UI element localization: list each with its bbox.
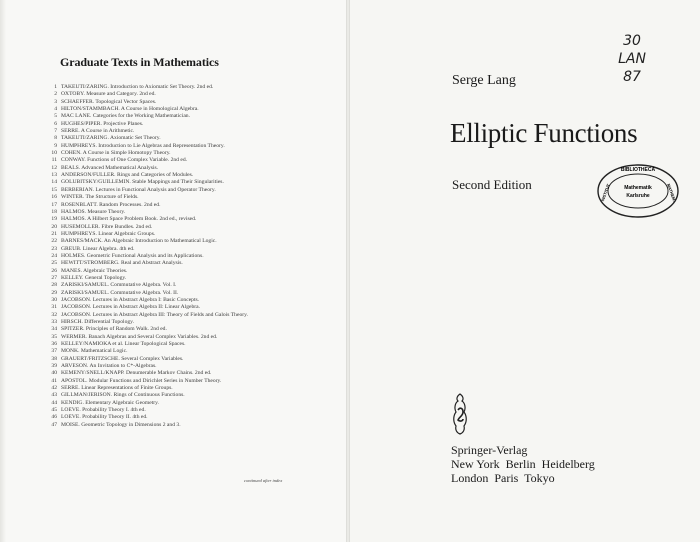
series-item-number: 9 [54,142,57,149]
series-item-text: WINTER. The Structure of Fields. [61,194,139,201]
shelfmark-line-2: LAN [618,51,646,67]
series-list-item [43,157,343,164]
series-item-number: 6 [54,120,57,127]
series-list-item [43,407,343,414]
series-item-number: 7 [54,128,57,135]
series-list-item [43,422,343,429]
series-item-text: HIRSCH. Differential Topology. [61,319,134,325]
stamp-middle-text-2: Karlsruhe [626,193,650,199]
series-item-number: 33 [51,319,57,325]
logo-outline [454,394,467,434]
series-item-text: LOÈVE. Probability Theory I. 4th ed. [61,407,146,414]
series-item-text: HOLMES. Geometric Functional Analysis and its Applications. [61,252,204,259]
series-list-item [43,392,343,399]
series-item-number: 42 [51,385,57,392]
series-item-text: ZARISKI/SAMUEL. Commutative Algebra. Vol. I. [61,282,177,289]
series-list-item [43,106,343,113]
stamp-left-text: INSTITUT [599,183,611,202]
series-item-number: 22 [51,238,57,245]
series-item-text: BARNES/MACK. An Algebraic Introduction to Mathematical Logic. [61,238,217,245]
series-item-number: 1 [54,84,57,90]
series-item-text: WERMER. Banach Algebras and Several Complex Variables. 2nd ed. [61,333,218,340]
series-list-item [43,290,343,297]
series-item-number: 8 [54,135,57,142]
series-item-number: 16 [51,194,57,201]
series-item-number: 46 [51,414,57,421]
series-item-text: GREUB. Linear Algebra. 4th ed. [61,245,135,252]
series-list-item [43,143,343,150]
series-list-item [43,246,343,253]
series-item-number: 19 [51,216,57,223]
series-list-item [43,231,343,238]
series-item-number: 45 [51,407,57,414]
series-item-text: MOISE. Geometric Topology in Dimensions 2 and 3. [61,421,181,428]
handwritten-shelfmark [606,32,658,86]
series-list-item [43,91,343,98]
library-stamp [596,162,680,220]
series-item-number: 34 [51,326,57,333]
series-item-number: 26 [51,267,57,274]
series-item-text: OXTOBY. Measure and Category. 2nd ed. [61,91,156,98]
series-item-number: 36 [51,341,57,348]
series-item-number: 44 [51,399,57,406]
series-item-text: LOÈVE. Probability Theory II. 4th ed. [61,414,148,421]
publisher-cities-1: New York Berlin Heidelberg [451,457,595,471]
series-item-text: KENDIG. Elementary Algebraic Geometry. [61,399,159,406]
page-edge-shadow [0,0,6,542]
series-item-number: 23 [51,245,57,252]
series-item-text: HALMOS. A Hilbert Space Problem Book. 2nd ed., revised. [61,216,197,223]
series-item-text: GRAUERT/FRITZSCHE. Several Complex Variables. [61,355,184,362]
publisher-name: Springer-Verlag [451,443,528,457]
series-list-item [43,282,343,289]
series-list-item [43,370,343,377]
series-item-number: 5 [54,113,57,120]
series-item-text: BEALS. Advanced Mathematical Analysis. [61,164,159,171]
left-page [0,0,348,542]
series-list-item [43,400,343,407]
author-name: Serge Lang [452,73,516,88]
series-list-item [43,312,343,319]
edition-label: Second Edition [452,177,532,192]
series-item-text: BERBERIAN. Lectures in Functional Analysis and Operator Theory. [61,186,216,193]
series-item-number: 12 [51,164,57,171]
series-list-item [43,363,343,370]
series-list-item [43,128,343,135]
series-list-item [43,253,343,260]
series-list-item [43,304,343,311]
series-item-number: 37 [51,348,57,355]
series-list-item [43,224,343,231]
series-item-text: KELLEY/NAMIOKA et al. Linear Topological Spaces. [61,341,186,348]
series-list-item [43,187,343,194]
series-item-text: HUSEMOLLER. Fibre Bundles. 2nd ed. [61,223,153,230]
series-item-number: 18 [51,208,57,215]
springer-knight-logo-icon [450,392,470,436]
series-list-item [43,99,343,106]
series-item-text: GILLMAN/JERISON. Rings of Continuous Functions. [61,392,185,399]
series-item-number: 30 [51,296,57,303]
series-item-text: HUMPHREYS. Linear Algebraic Groups. [61,230,156,237]
series-item-text: MAC LANE. Categories for the Working Mathematician. [61,113,191,120]
continued-note: continued after index [244,478,283,483]
series-item-text: HALMOS. Measure Theory. [61,208,126,215]
series-item-number: 31 [51,304,57,311]
series-list-item [43,268,343,275]
series-list-item [43,179,343,186]
stamp-middle-text-1: Mathematik [624,185,652,191]
publisher-cities-2: London Paris Tokyo [451,471,555,485]
series-list-item [43,385,343,392]
series-item-number: 47 [51,421,57,428]
series-list-item [43,348,343,355]
series-item-number: 35 [51,333,57,340]
series-list-item [43,113,343,120]
series-item-text: CONWAY. Functions of One Complex Variable. 2nd ed. [61,157,188,164]
logo-s-mark [458,408,463,421]
series-item-number: 38 [51,355,57,362]
series-list-item [43,341,343,348]
series-item-number: 3 [54,98,57,105]
series-item-text: MONK. Mathematical Logic. [61,348,128,355]
series-item-text: KELLEY. General Topology. [61,274,127,281]
series-item-text: ROSENBLATT. Random Processes. 2nd ed. [61,201,161,208]
shelfmark-line-3: 87 [623,69,641,85]
series-list-item [43,172,343,179]
series-item-text: SPITZER. Principles of Random Walk. 2nd ed. [61,326,167,333]
series-item-text: HUGHES/PIPER. Projective Planes. [61,120,144,127]
series-item-number: 24 [51,252,57,259]
series-item-text: ZARISKI/SAMUEL. Commutative Algebra. Vol. II. [61,289,179,296]
series-item-number: 21 [51,230,57,237]
series-item-number: 4 [54,106,57,113]
series-list-item [43,326,343,333]
series-item-number: 27 [51,274,57,281]
series-item-text: JACOBSON. Lectures in Abstract Algebra II: Linear Algebra. [61,304,201,311]
series-list-item [43,209,343,216]
series-item-text: MANES. Algebraic Theories. [61,267,128,274]
series-list-item [43,135,343,142]
series-list-item [43,121,343,128]
series-item-number: 32 [51,311,57,318]
series-list-item [43,378,343,385]
series-list-item [43,216,343,223]
book-title: Elliptic Functions [450,118,638,148]
series-list-item [43,275,343,282]
shelfmark-line-1: 30 [623,33,641,49]
series-item-number: 39 [51,363,57,370]
series-item-number: 43 [51,392,57,399]
series-list-item [43,356,343,363]
series-item-text: JACOBSON. Lectures in Abstract Algebra III: Theory of Fields and Galois Theory. [61,311,248,318]
series-item-number: 17 [51,201,57,208]
series-list-item [43,414,343,421]
stamp-inner-ring [608,174,668,208]
series-heading: Graduate Texts in Mathematics [60,55,219,69]
series-list-item [43,334,343,341]
series-item-number: 25 [51,260,57,267]
series-item-text: SCHAEFFER. Topological Vector Spaces. [61,98,157,105]
series-item-text: TAKEUTI/ZARING. Axiomatic Set Theory. [61,135,161,142]
series-item-text: HUMPHREYS. Introduction to Lie Algebras and Representation Theory. [61,142,225,149]
series-item-text: SERRE. A Course in Arithmetic. [61,128,135,135]
series-item-text: KEMENY/SNELL/KNAPP. Denumerable Markov Chains. 2nd ed. [61,370,212,377]
stamp-right-text: MATHEM. [666,183,678,203]
series-item-number: 14 [51,179,57,186]
series-list-item [43,194,343,201]
series-list-item [43,202,343,209]
series-list-item [43,150,343,157]
series-list [43,84,343,429]
series-list-item [43,319,343,326]
series-list-item [43,84,343,91]
series-item-number: 28 [51,282,57,289]
series-item-text: COHEN. A Course in Simple Homotopy Theory. [61,150,171,157]
series-list-item [43,165,343,172]
series-list-item [43,260,343,267]
series-item-text: JACOBSON. Lectures in Abstract Algebra I: Basic Concepts. [61,296,200,303]
series-item-text: APOSTOL. Modular Functions and Dirichlet Series in Number Theory. [61,377,222,384]
series-item-text: HEWITT/STROMBERG. Real and Abstract Analysis. [61,260,183,267]
series-list-item [43,238,343,245]
series-item-text: SERRE. Linear Representations of Finite Groups. [61,385,173,392]
series-item-number: 40 [51,370,57,377]
series-item-number: 29 [51,289,57,296]
series-item-text: ARVESON. An Invitation to C*-Algebras. [61,363,157,370]
series-item-number: 11 [51,157,57,164]
series-item-text: HILTON/STAMMBACH. A Course in Homological Algebra. [61,106,199,113]
series-item-text: GOLUBITSKY/GUILLEMIN. Stable Mappings and Their Singularities. [61,179,224,186]
series-item-text: TAKEUTI/ZARING. Introduction to Axiomatic Set Theory. 2nd ed. [61,84,214,90]
series-item-number: 41 [51,377,57,384]
series-list-item [43,297,343,304]
series-item-number: 20 [51,223,57,230]
series-item-number: 10 [51,150,57,157]
series-item-number: 13 [51,172,57,179]
stamp-top-text: BIBLIOTHECA [620,167,656,173]
series-item-text: ANDERSON/FULLER. Rings and Categories of Modules. [61,172,194,179]
publisher-block [451,443,595,485]
series-item-number: 2 [54,91,57,98]
series-item-number: 15 [51,186,57,193]
